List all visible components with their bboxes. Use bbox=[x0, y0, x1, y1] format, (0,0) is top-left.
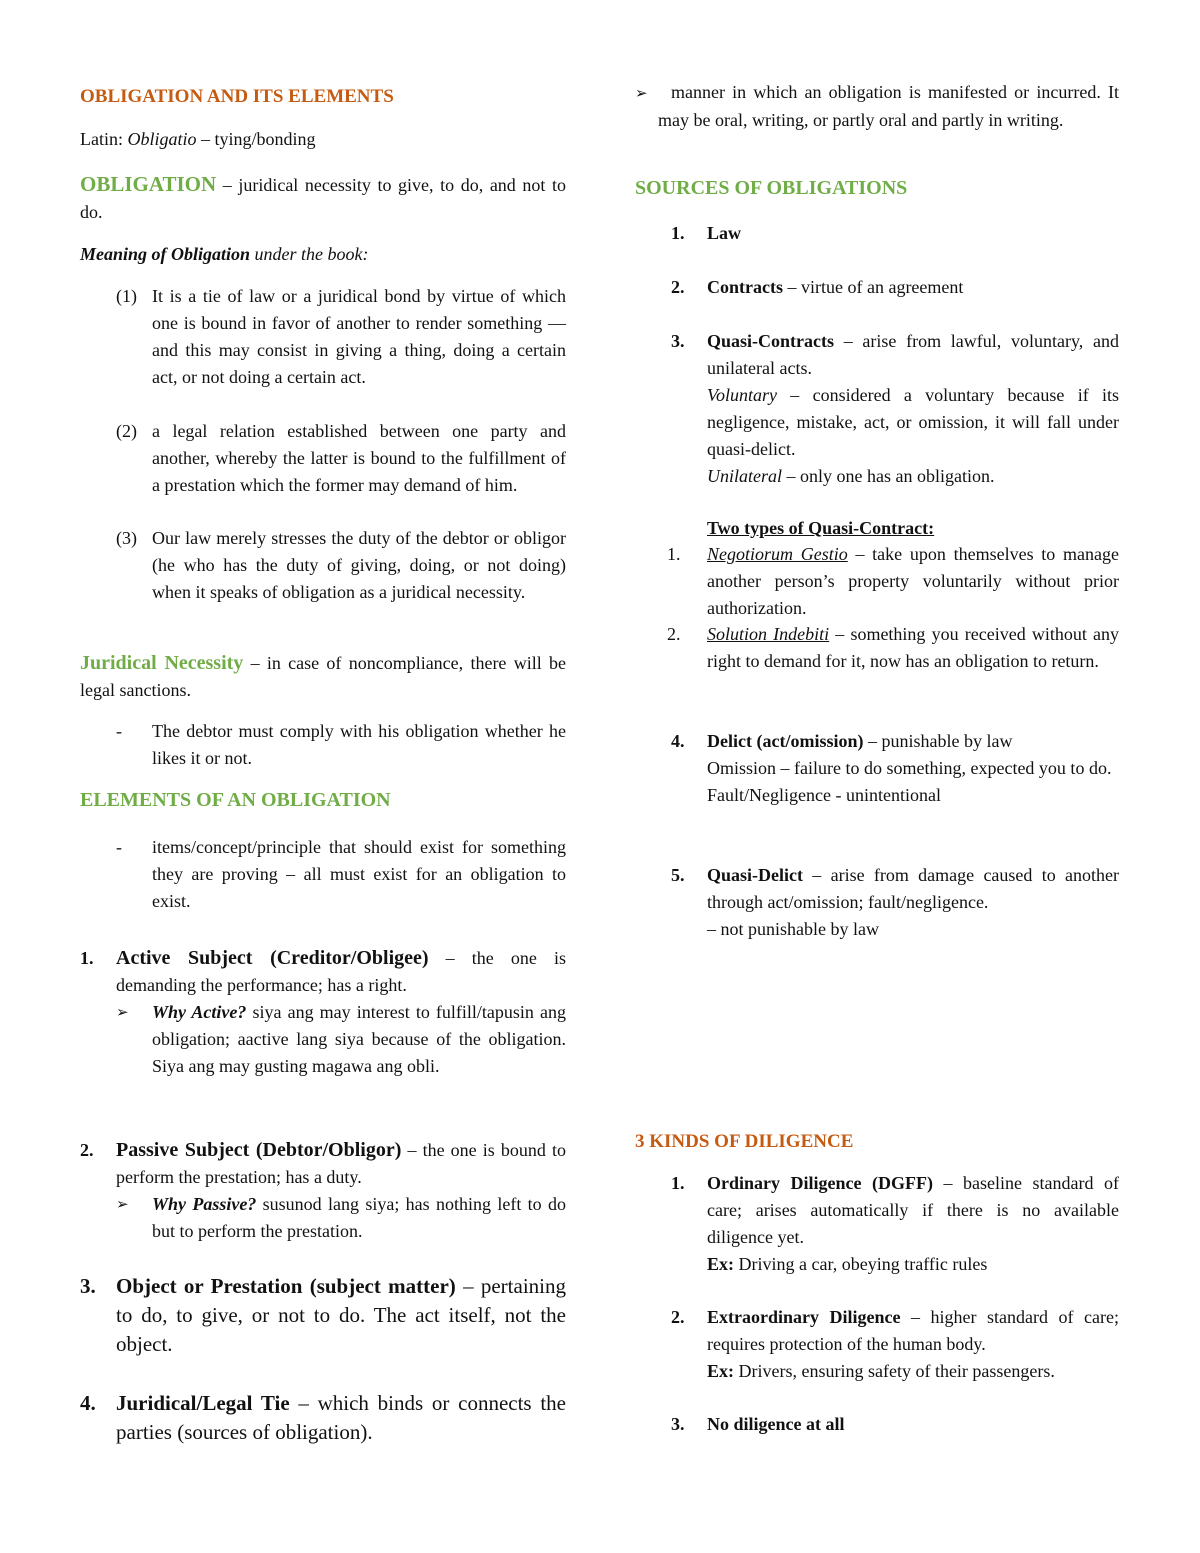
source-title: Law bbox=[707, 223, 742, 243]
manner-text: manner in which an obligation is manifested or incurred. It may be oral, writing, or partly oral and partly in writing. bbox=[658, 82, 1119, 130]
source-title: Contracts bbox=[707, 277, 783, 297]
source-number: 2. bbox=[671, 277, 685, 297]
voluntary-term: Voluntary bbox=[707, 385, 777, 405]
dash-bullet: - bbox=[116, 837, 122, 857]
element-number: 3. bbox=[80, 1274, 96, 1298]
source-quasi-contracts bbox=[671, 328, 1119, 490]
manner-note bbox=[635, 79, 1119, 134]
diligence-desc: – baseline standard of care; arises automatically if there is no available diligence yet. bbox=[707, 1173, 1119, 1247]
meaning-item-3 bbox=[116, 525, 566, 606]
source-delict bbox=[671, 728, 1119, 809]
debtor-text: The debtor must comply with his obligation whether he likes it or not. bbox=[152, 721, 566, 768]
diligence-heading: 3 KINDS OF DILIGENCE bbox=[635, 1131, 854, 1152]
source-quasi-delict bbox=[671, 862, 1119, 943]
element-desc: – the one is demanding the performance; has a right. bbox=[116, 948, 566, 995]
element-active-subject bbox=[80, 945, 566, 999]
diligence-title: Ordinary Diligence (DGFF) bbox=[707, 1173, 933, 1193]
elements-desc-text: items/concept/principle that should exist for something they are proving – all must exist for an obligation to exist. bbox=[152, 837, 566, 911]
diligence-number: 2. bbox=[671, 1307, 685, 1327]
type-term: Negotiorum Gestio bbox=[707, 544, 848, 564]
latin-prefix: Latin: bbox=[80, 129, 128, 149]
element-title: Active Subject (Creditor/Obligee) bbox=[116, 947, 429, 969]
source-number: 5. bbox=[671, 865, 685, 885]
source-desc: – punishable by law bbox=[863, 731, 1013, 751]
source-desc: – arise from lawful, voluntary, and unilateral acts. bbox=[707, 331, 1119, 378]
source-desc: – virtue of an agreement bbox=[782, 277, 964, 297]
arrow-bullet-icon: ➢ bbox=[116, 1195, 129, 1213]
element-number: 2. bbox=[80, 1140, 94, 1160]
latin-suffix: – tying/bonding bbox=[196, 129, 316, 149]
element-title: Object or Prestation (subject matter) bbox=[116, 1274, 456, 1298]
type-number: 1. bbox=[667, 544, 681, 564]
element-title: Passive Subject (Debtor/Obligor) bbox=[116, 1139, 402, 1161]
source-desc: – arise from damage caused to another through act/omission; fault/negligence. bbox=[707, 865, 1119, 912]
element-title: Juridical/Legal Tie bbox=[116, 1391, 290, 1415]
why-active-note bbox=[116, 999, 566, 1080]
why-active-text: siya ang may interest to fulfill/tapusin ang obligation; aactive lang siya because of the obligation. Siya ang may gusting magawa ang obli. bbox=[152, 1002, 566, 1076]
two-types-heading bbox=[707, 515, 1119, 542]
juridical-necessity-definition bbox=[80, 650, 566, 704]
page-title: OBLIGATION AND ITS ELEMENTS bbox=[80, 86, 394, 107]
quasi-delict-note: – not punishable by law bbox=[707, 919, 879, 939]
diligence-number: 3. bbox=[671, 1414, 685, 1434]
example-text: Drivers, ensuring safety of their passengers. bbox=[734, 1361, 1055, 1381]
source-number: 3. bbox=[671, 331, 685, 351]
diligence-none bbox=[671, 1411, 1119, 1438]
quasi-contract-type-2 bbox=[667, 621, 1119, 675]
sources-heading: SOURCES OF OBLIGATIONS bbox=[635, 177, 908, 199]
diligence-title: Extraordinary Diligence bbox=[707, 1307, 901, 1327]
element-number: 4. bbox=[80, 1391, 96, 1415]
element-passive-subject bbox=[80, 1137, 566, 1191]
element-juridical-tie bbox=[80, 1389, 566, 1447]
latin-term: Obligatio bbox=[127, 129, 197, 149]
example-label: Ex: bbox=[707, 1361, 734, 1381]
source-title: Quasi-Delict bbox=[707, 865, 803, 885]
diligence-number: 1. bbox=[671, 1173, 685, 1193]
element-desc: – the one is bound to perform the prestation; has a duty. bbox=[116, 1140, 566, 1187]
element-desc: – which binds or connects the parties (sources of obligation). bbox=[116, 1391, 566, 1444]
why-passive-note bbox=[116, 1191, 566, 1245]
element-desc: – pertaining to do, to give, or not to do. The act itself, not the object. bbox=[116, 1274, 566, 1356]
why-active-label: Why Active? bbox=[152, 1002, 247, 1022]
obligation-def: – juridical necessity to give, to do, and not to do. bbox=[80, 175, 566, 222]
juridical-term: Juridical Necessity bbox=[80, 652, 244, 674]
example-label: Ex: bbox=[707, 1254, 734, 1274]
fault-text: Fault/Negligence - unintentional bbox=[707, 785, 941, 805]
arrow-bullet-icon: ➢ bbox=[635, 84, 648, 102]
type-desc: – something you received without any right to demand for it, now has an obligation to return. bbox=[707, 624, 1119, 671]
two-types-title: Two types of Quasi-Contract: bbox=[707, 518, 935, 538]
source-law bbox=[671, 220, 1119, 247]
meaning-heading bbox=[80, 241, 566, 268]
meaning-text: a legal relation established between one party and another, whereby the latter is bound to the fulfillment of a prestation which the former may demand of him. bbox=[152, 421, 566, 495]
type-desc: – take upon themselves to manage another person’s property voluntarily without prior authorization. bbox=[707, 544, 1120, 618]
element-object-prestation bbox=[80, 1272, 566, 1359]
meaning-number: (1) bbox=[116, 286, 137, 306]
meaning-text: Our law merely stresses the duty of the debtor or obligor (he who has the duty of giving, doing, or not doing) when it speaks of obligation as a juridical necessity. bbox=[152, 528, 566, 602]
arrow-bullet-icon: ➢ bbox=[116, 1003, 129, 1021]
elements-heading: ELEMENTS OF AN OBLIGATION bbox=[80, 789, 391, 811]
meaning-item-2 bbox=[116, 418, 566, 499]
unilateral-desc: – only one has an obligation. bbox=[782, 466, 995, 486]
quasi-contract-type-1 bbox=[667, 541, 1119, 622]
diligence-title: No diligence at all bbox=[707, 1414, 845, 1434]
dash-bullet: - bbox=[116, 721, 122, 741]
latin-line bbox=[80, 126, 566, 153]
diligence-extraordinary bbox=[671, 1304, 1119, 1385]
unilateral-term: Unilateral bbox=[707, 466, 782, 486]
voluntary-desc: – considered a voluntary because if its negligence, mistake, act, or omission, it will fall under quasi-delict. bbox=[707, 385, 1119, 459]
example-text: Driving a car, obeying traffic rules bbox=[734, 1254, 988, 1274]
source-number: 1. bbox=[671, 223, 685, 243]
meaning-rest: under the book: bbox=[250, 244, 369, 264]
source-number: 4. bbox=[671, 731, 685, 751]
meaning-number: (2) bbox=[116, 421, 137, 441]
omission-text: Omission – failure to do something, expected you to do. bbox=[707, 758, 1112, 778]
why-passive-label: Why Passive? bbox=[152, 1194, 257, 1214]
element-number: 1. bbox=[80, 948, 94, 968]
why-passive-text: susunod lang siya; has nothing left to do but to perform the prestation. bbox=[152, 1194, 566, 1241]
juridical-def: – in case of noncompliance, there will be legal sanctions. bbox=[80, 653, 566, 700]
meaning-item-1 bbox=[116, 283, 566, 391]
meaning-bold: Meaning of Obligation bbox=[80, 244, 251, 264]
debtor-note bbox=[116, 718, 566, 772]
type-number: 2. bbox=[667, 624, 681, 644]
meaning-text: It is a tie of law or a juridical bond by virtue of which one is bound in favor of another to render something — and this may consist in giving a thing, doing a certain act, or not doing a certain act. bbox=[152, 286, 566, 387]
diligence-ordinary bbox=[671, 1170, 1119, 1278]
obligation-term: OBLIGATION bbox=[80, 172, 217, 196]
meaning-number: (3) bbox=[116, 528, 137, 548]
source-title: Quasi-Contracts bbox=[707, 331, 834, 351]
source-title: Delict (act/omission) bbox=[707, 731, 864, 751]
elements-description bbox=[116, 834, 566, 915]
source-contracts bbox=[671, 274, 1119, 301]
diligence-desc: – higher standard of care; requires protection of the human body. bbox=[707, 1307, 1119, 1354]
obligation-definition bbox=[80, 171, 566, 226]
type-term: Solution Indebiti bbox=[707, 624, 830, 644]
